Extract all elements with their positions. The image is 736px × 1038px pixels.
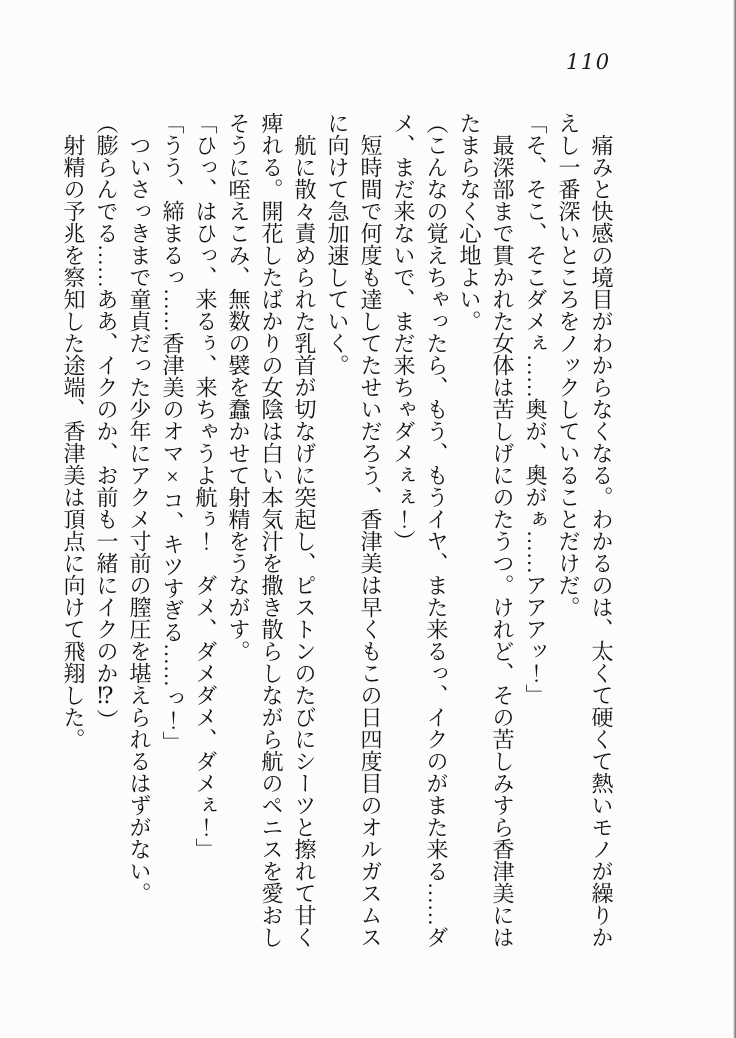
paragraph: （こんなの覚えちゃったら、もう、もうイヤ、また来るっ、イクのがまた来る……ダメ、まだ来ないで、まだ来ちゃダメぇぇ！） bbox=[391, 112, 449, 948]
paragraph: 航に散々責められた乳首が切なげに突起し、ピストンのたびにシーツと擦れて甘く痺れる。開花したばかりの女陰は白い本気汁を撒き散らしながら航のペニスを愛おしそうに咥えこみ、無数の襞を蠢かせて射精をうながす。 bbox=[226, 112, 317, 948]
paragraph: 「そ、そこ、そこダメぇ……奥が、奥がぁ……アアアッ！」 bbox=[523, 112, 548, 706]
page-text bbox=[57, 112, 618, 950]
paragraph: 短時間で何度も達してたせいだろう、香津美は早くもこの日四度目のオルガスムスに向けて急加速していく。 bbox=[325, 112, 383, 948]
paragraph: 射精の予兆を察知した途端、香津美は頂点に向けて飛翔した。 bbox=[61, 112, 86, 750]
page-number: 110 bbox=[566, 50, 611, 74]
paragraph: 「ひっ、はひっ、来るぅ、来ちゃうよ航ぅ！ ダメ、ダメダメ、ダメぇ！」 bbox=[193, 112, 218, 860]
paragraph: 最深部まで貫かれた女体は苦しげにのたうつ。けれど、その苦しみすら香津美にはたまらなく心地よい。 bbox=[457, 112, 515, 948]
paragraph: 痛みと快感の境目がわからなくなる。わかるのは、太くて硬くて熱いモノが繰りかえし一番深いところをノックしていることだけだ。 bbox=[556, 112, 614, 948]
paragraph: 「うう、締まるっ……香津美のオマ×コ、キツすぎる……っ！」 bbox=[160, 112, 185, 753]
paragraph: （膨らんでる……ああ、イクのか、お前も一緒にイクのか⁉） bbox=[94, 112, 119, 731]
paragraph: ついさっきまで童貞だった少年にアクメ寸前の膣圧を堪えられるはずがない。 bbox=[127, 112, 152, 904]
